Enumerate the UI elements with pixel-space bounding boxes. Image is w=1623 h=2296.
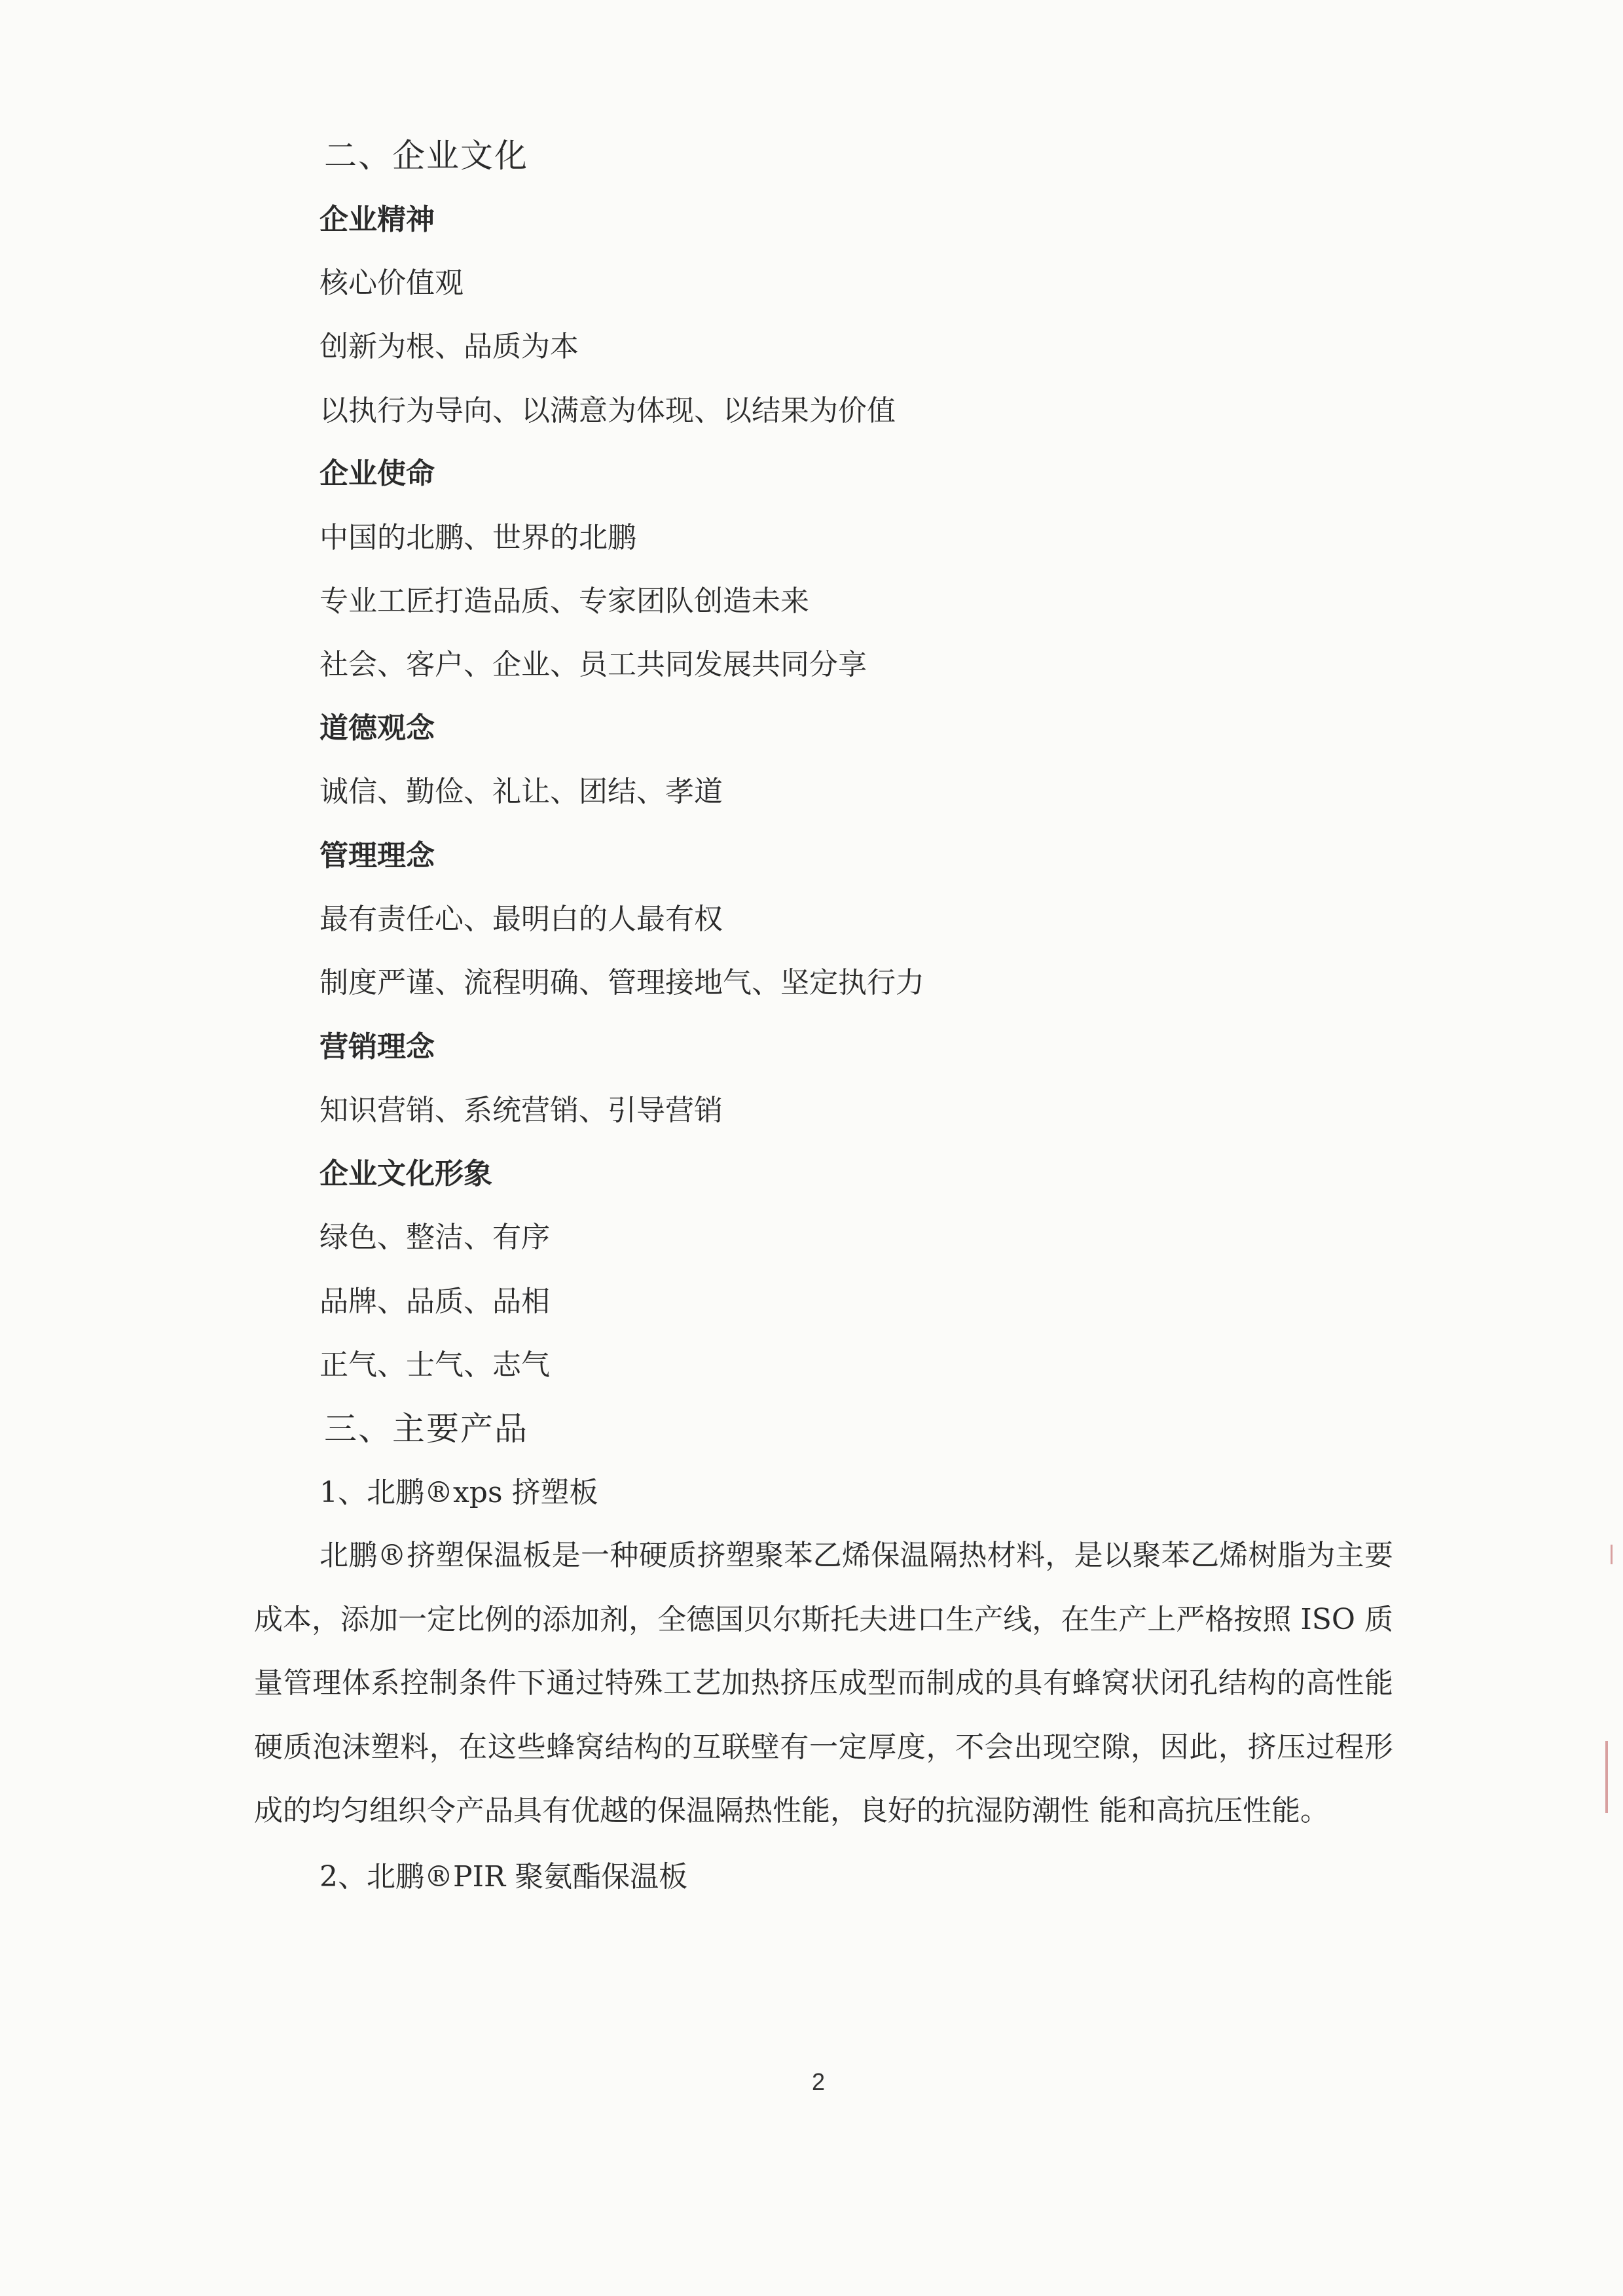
ethics-line-1: 诚信、勤俭、礼让、团结、孝道	[319, 775, 723, 808]
marketing-heading: 营销理念	[319, 1030, 435, 1064]
culture-image-line-3: 正气、士气、志气	[319, 1348, 550, 1382]
product-1-description: 北鹏®挤塑保温板是一种硬质挤塑聚苯乙烯保温隔热材料，是以聚苯乙烯树脂为主要成本，添加一定比例的添加剂，全德国贝尔斯托夫进口生产线，在生产上严格按照 ISO 质量管理体系控制条件下通过特殊工艺加热挤压成型而制成的具有蜂窝状闭孔结构的高性能硬质泡沫塑料，在这些蜂窝结构的互联壁有一定厚度，不会出现空隙，因此，挤压过程形成的均匀组织令产品具有优越的保温隔热性能，良好的抗湿防潮性 能和高抗压性能。	[254, 1539, 1393, 1827]
core-values-label: 核心价值观	[319, 266, 464, 300]
marketing-line-1: 知识营销、系统营销、引导营销	[319, 1094, 723, 1127]
mission-line-2: 专业工匠打造品质、专家团队创造未来	[319, 584, 809, 618]
spirit-heading: 企业精神	[319, 203, 435, 236]
edge-mark	[1611, 1545, 1613, 1564]
culture-image-line-1: 绿色、整洁、有序	[319, 1221, 550, 1254]
management-heading: 管理理念	[319, 839, 435, 872]
section-heading-products: 三、主要产品	[324, 1410, 528, 1448]
page-number: 2	[812, 2068, 826, 2095]
product-1-title: 1、北鹏®xps 挤塑板	[319, 1476, 598, 1509]
edge-mark	[1605, 1741, 1608, 1813]
management-line-2: 制度严谨、流程明确、管理接地气、坚定执行力	[319, 966, 924, 999]
section-heading-culture: 二、企业文化	[324, 137, 528, 175]
culture-image-heading: 企业文化形象	[319, 1157, 492, 1191]
mission-line-3: 社会、客户、企业、员工共同发展共同分享	[319, 648, 867, 681]
spirit-line-2: 以执行为导向、以满意为体现、以结果为价值	[319, 394, 896, 427]
culture-image-line-2: 品牌、品质、品相	[319, 1285, 550, 1318]
mission-line-1: 中国的北鹏、世界的北鹏	[319, 521, 636, 554]
product-2-title: 2、北鹏®PIR 聚氨酯保温板	[319, 1860, 688, 1893]
ethics-heading: 道德观念	[319, 711, 435, 745]
mission-heading: 企业使命	[319, 457, 435, 490]
spirit-line-1: 创新为根、品质为本	[319, 330, 579, 363]
management-line-1: 最有责任心、最明白的人最有权	[319, 903, 723, 936]
